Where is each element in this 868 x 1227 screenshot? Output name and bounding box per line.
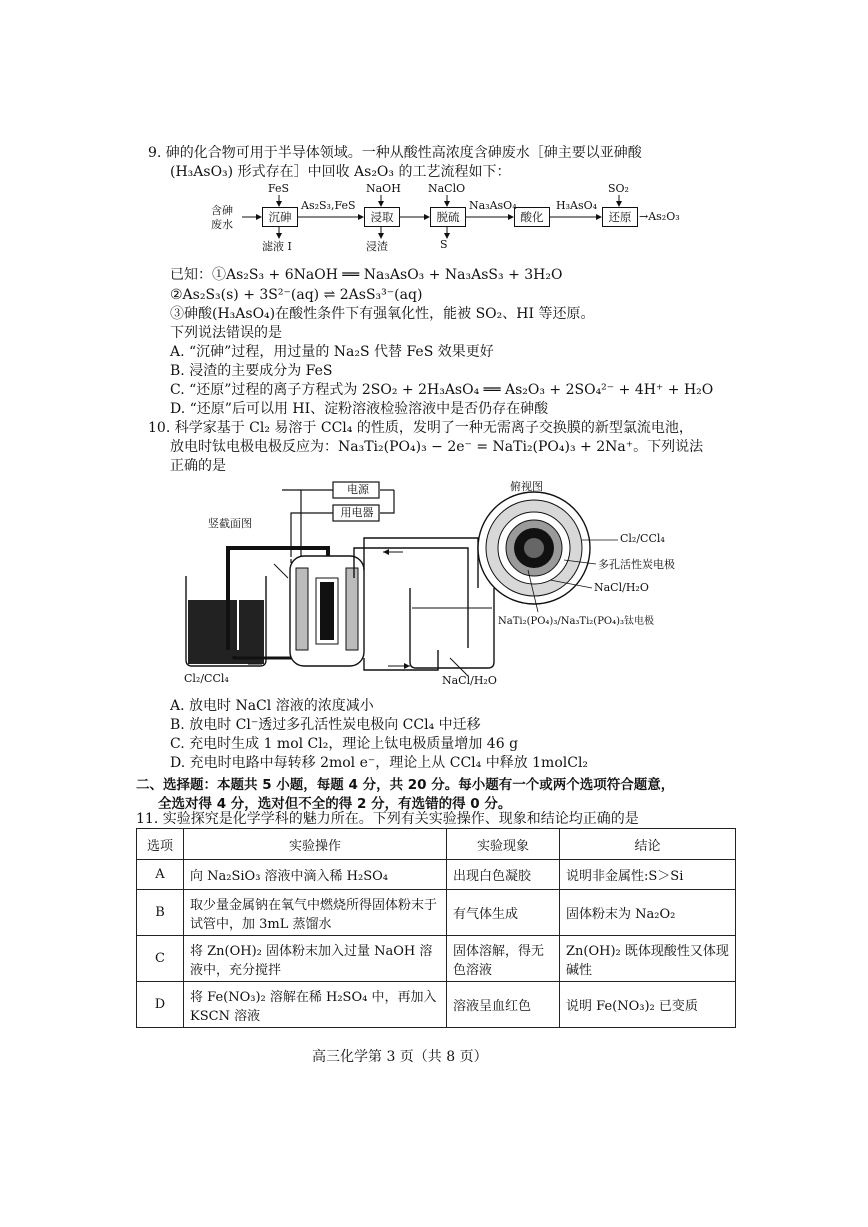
q9-stem: 下列说法错误的是	[170, 325, 282, 341]
cell-phenomenon: 固体溶解，得无色溶液	[447, 936, 560, 982]
product: →As₂O₃	[639, 210, 680, 223]
flow-step-5: 还原	[602, 207, 638, 227]
reagent-naoh: NaOH	[366, 182, 401, 195]
cell-option: A	[137, 860, 184, 890]
header-conclusion: 结论	[560, 829, 736, 860]
q11-table	[136, 828, 736, 1028]
intermediate-3: H₃AsO₄	[556, 199, 598, 212]
q9-known-1: 已知：①As₂S₃ + 6NaOH ══ Na₃AsO₃ + Na₃AsS₃ + 3H₂O	[170, 267, 563, 283]
q11-stem: 11. 实验探究是化学学科的魅力所在。下列有关实验操作、现象和结论均正确的是	[136, 811, 639, 827]
q9-option-d: D. “还原”后可以用 HI、淀粉溶液检验溶液中是否仍存在砷酸	[170, 401, 549, 417]
header-phenomenon: 实验现象	[447, 829, 560, 860]
cell-operation: 取少量金属钠在氧气中燃烧所得固体粉末于试管中，加 3mL 蒸馏水	[184, 890, 447, 936]
q10-line1: 10. 科学家基于 Cl₂ 易溶于 CCl₄ 的性质，发明了一种无需离子交换膜的新型氯流电池，	[148, 420, 693, 436]
intermediate-2: Na₃AsO₄	[469, 199, 517, 212]
cell-conclusion: Zn(OH)₂ 既体现酸性又体现碱性	[560, 936, 736, 982]
flow-source: 含砷 废水	[211, 204, 233, 231]
table-row	[137, 936, 736, 982]
cell-conclusion: 说明 Fe(NO₃)₂ 已变质	[560, 982, 736, 1028]
q9-line1: 9. 砷的化合物可用于半导体领域。一种从酸性高浓度含砷废水［砷主要以亚砷酸	[148, 145, 642, 161]
reagent-fes: FeS	[268, 182, 290, 195]
label-nacl-h2o: NaCl/H₂O	[442, 674, 497, 687]
q9-known-2: ②As₂S₃(s) + 3S²⁻(aq) ⇌ 2AsS₃³⁻(aq)	[170, 287, 423, 303]
page-footer: 高三化学第 3 页（共 8 页）	[312, 1049, 488, 1065]
q9-known-3: ③砷酸(H₃AsO₄)在酸性条件下有强氧化性，能被 SO₂、HI 等还原。	[170, 306, 595, 322]
section-view-label: 竖截面图	[208, 517, 252, 530]
cell-phenomenon: 溶液呈血红色	[447, 982, 560, 1028]
q10-line2: 放电时钛电极电极反应为：Na₃Ti₂(PO₄)₃ − 2e⁻ = NaTi₂(PO₄)₃ + 2Na⁺。下列说法	[170, 439, 704, 455]
flow-step-2: 浸取	[364, 207, 400, 227]
table-row	[137, 860, 736, 890]
flow-step-3: 脱硫	[430, 207, 466, 227]
label-nacl-top: NaCl/H₂O	[594, 581, 649, 594]
byproduct-filtrate: 滤液 I	[262, 240, 292, 253]
label-cl2-ccl4-top: Cl₂/CCl₄	[620, 532, 665, 545]
cell-operation: 将 Fe(NO₃)₂ 溶解在稀 H₂SO₄ 中，再加入 KSCN 溶液	[184, 982, 447, 1028]
q10-option-b: B. 放电时 Cl⁻透过多孔活性炭电极向 CCl₄ 中迁移	[170, 717, 481, 733]
table-header-row	[137, 829, 736, 860]
q9-flow-diagram	[206, 182, 706, 262]
label-ti-electrode: NaTi₂(PO₄)₃/Na₃Ti₂(PO₄)₃钛电极	[498, 616, 655, 627]
q10-option-c: C. 充电时生成 1 mol Cl₂，理论上钛电极质量增加 46 g	[170, 736, 519, 752]
cell-operation: 向 Na₂SiO₃ 溶液中滴入稀 H₂SO₄	[184, 860, 447, 890]
top-view-label: 俯视图	[510, 480, 543, 493]
power-label: 电源	[347, 483, 369, 496]
cell-option: C	[137, 936, 184, 982]
reagent-naclo: NaClO	[428, 182, 466, 195]
flow-arrows	[206, 182, 706, 262]
header-option: 选项	[137, 829, 184, 860]
reagent-so2: SO₂	[608, 182, 629, 195]
cell-phenomenon: 出现白色凝胶	[447, 860, 560, 890]
q9-option-c: C. “还原”过程的离子方程式为 2SO₂ + 2H₃AsO₄ ══ As₂O₃ + 2SO₄²⁻ + 4H⁺ + H₂O	[170, 382, 714, 398]
table-row	[137, 982, 736, 1028]
q9-option-a: A. “沉砷”过程，用过量的 Na₂S 代替 FeS 效果更好	[170, 344, 494, 360]
cell-option: D	[137, 982, 184, 1028]
flow-step-4: 酸化	[514, 207, 550, 227]
byproduct-residue: 浸渣	[366, 240, 388, 253]
q9-line2: (H₃AsO₃) 形式存在］中回收 As₂O₃ 的工艺流程如下：	[170, 164, 511, 180]
q10-line3: 正确的是	[170, 458, 226, 474]
cell-phenomenon: 有气体生成	[447, 890, 560, 936]
cell-operation: 将 Zn(OH)₂ 固体粉末加入过量 NaOH 溶液中，充分搅拌	[184, 936, 447, 982]
load-label: 用电器	[340, 506, 374, 519]
section2-line2: 全选对得 4 分，选对但不全的得 2 分，有选错的得 0 分。	[158, 796, 512, 812]
cell-conclusion: 固体粉末为 Na₂O₂	[560, 890, 736, 936]
header-operation: 实验操作	[184, 829, 447, 860]
cell-option: B	[137, 890, 184, 936]
section2-line1: 二、选择题：本题共 5 小题，每题 4 分，共 20 分。每小题有一个或两个选项符合题意，	[136, 777, 675, 793]
cell-conclusion: 说明非金属性:S＞Si	[560, 860, 736, 890]
q9-option-b: B. 浸渣的主要成分为 FeS	[170, 363, 333, 379]
intermediate-1: As₂S₃,FeS	[301, 199, 356, 212]
q10-option-d: D. 充电时电路中每转移 2mol e⁻，理论上从 CCl₄ 中释放 1molCl₂	[170, 755, 589, 771]
byproduct-s: S	[440, 238, 448, 251]
q10-battery-diagram	[178, 478, 678, 688]
table-row	[137, 890, 736, 936]
label-carbon-electrode: 多孔活性炭电极	[598, 558, 675, 571]
q10-option-a: A. 放电时 NaCl 溶液的浓度减小	[170, 698, 374, 714]
flow-step-1: 沉砷	[262, 207, 298, 227]
label-cl2-ccl4: Cl₂/CCl₄	[184, 672, 229, 685]
